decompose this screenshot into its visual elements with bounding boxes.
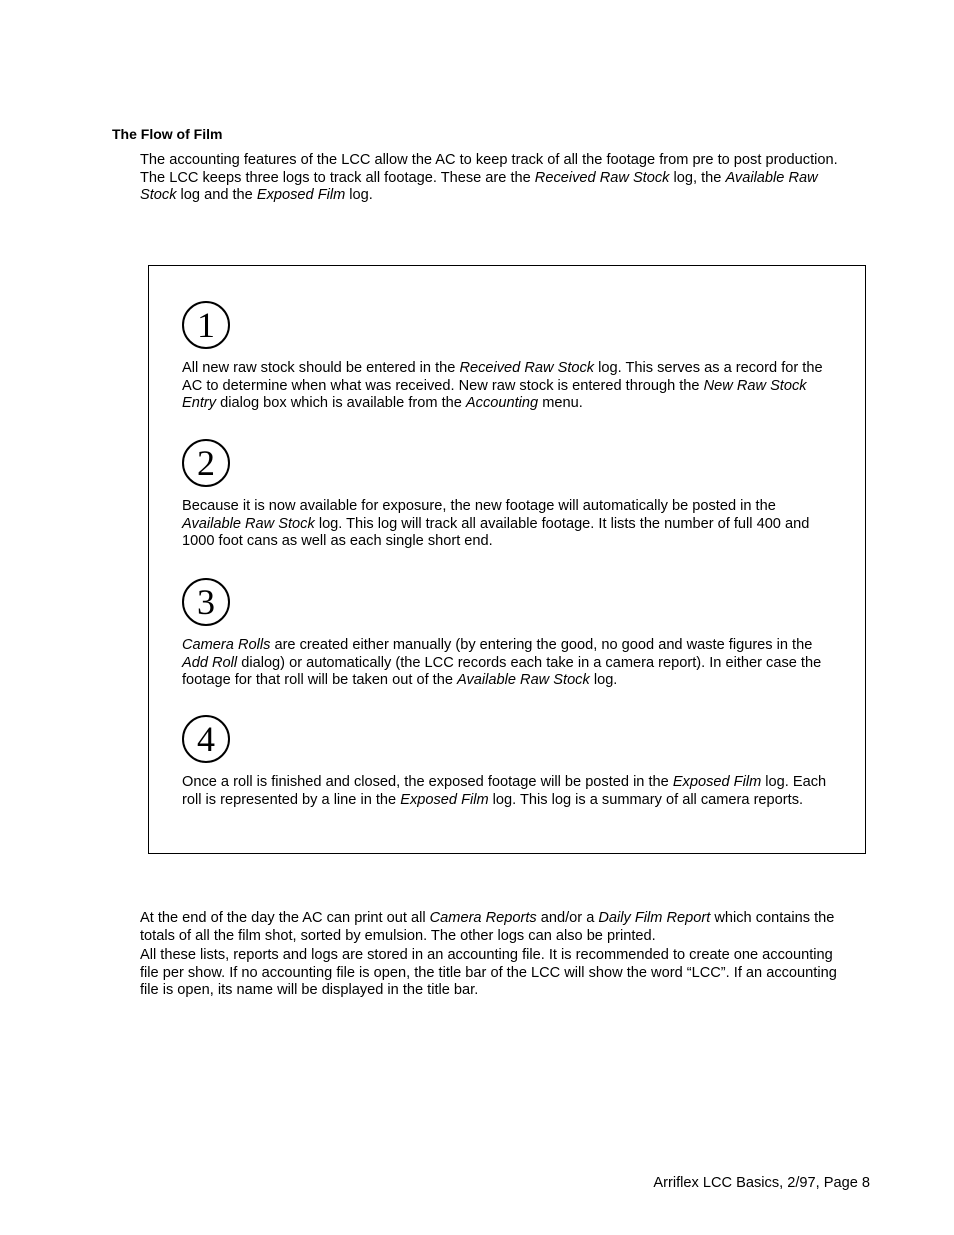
text-run: dialog box which is available from the xyxy=(216,395,466,411)
italic-term: Camera Reports xyxy=(429,910,537,926)
step-description xyxy=(182,774,832,809)
italic-term: Exposed Film xyxy=(672,774,762,790)
italic-term: Received Raw Stock xyxy=(459,360,595,376)
italic-term: Camera Rolls xyxy=(182,637,271,653)
text-run: log, the xyxy=(669,169,726,186)
text-run: log. This log is a summary of all camera reports. xyxy=(488,791,804,808)
italic-term: Accounting xyxy=(465,395,539,411)
italic-term: Available Raw Stock xyxy=(140,169,818,203)
italic-term: Received Raw Stock xyxy=(534,169,670,186)
closing-paragraph-reports xyxy=(140,910,840,945)
text-run: At the end of the day the AC can print out all xyxy=(140,910,430,926)
text-run: log. This serves as a record for the AC to determine when what was received. New raw stock is entered through the xyxy=(182,360,823,394)
text-run: log. Each roll is represented by a line in the xyxy=(182,774,827,808)
flow-step-3 xyxy=(182,578,832,690)
italic-term: Daily Film Report xyxy=(598,910,711,926)
text-run: dialog) or automatically (the LCC records each take in a camera report). In either case the footage for that roll will be taken out of the xyxy=(182,654,822,688)
text-run: and/or a xyxy=(536,910,599,926)
text-run: log and the xyxy=(176,187,257,203)
flow-steps-box xyxy=(148,265,866,854)
text-run: Once a roll is finished and closed, the exposed footage will be posted in the xyxy=(182,774,673,790)
step-number-circle: 4 xyxy=(182,715,230,763)
section-heading: The Flow of Film xyxy=(112,126,223,142)
flow-step-4 xyxy=(182,715,832,809)
flow-step-1 xyxy=(182,301,832,413)
closing-paragraph-storage xyxy=(140,947,840,1000)
flow-step-2 xyxy=(182,439,832,551)
step-description xyxy=(182,637,832,690)
text-run: are created either manually (by entering the good, no good and waste figures in the xyxy=(270,637,813,653)
text-run: log. xyxy=(345,187,373,203)
page-footer: Arriflex LCC Basics, 2/97, Page 8 xyxy=(653,1175,870,1191)
intro-paragraph xyxy=(140,152,840,205)
italic-term: Exposed Film xyxy=(400,791,489,808)
italic-term: Add Roll xyxy=(182,654,238,671)
text-run: The accounting features of the LCC allow the AC to keep track of all the footage from pre to post production. The LCC keeps three logs to track all footage. These are the xyxy=(140,152,838,186)
text-run: which contains the totals of all the film shot, sorted by emulsion. The other logs can also be printed. xyxy=(140,910,835,944)
italic-term: Available Raw Stock xyxy=(457,672,590,688)
step-number-circle: 2 xyxy=(182,439,230,487)
italic-term: Available Raw Stock xyxy=(182,515,315,532)
text-run: All these lists, reports and logs are stored in an accounting file. It is recommended to create one accounting file per show. If no accounting file is open, the title bar of the LCC will show the word “LCC”. If an accounting file is open, its name will be displayed in the title bar. xyxy=(140,947,837,998)
text-run: All new raw stock should be entered in the xyxy=(182,360,460,376)
step-description xyxy=(182,360,832,413)
italic-term: Exposed Film xyxy=(256,187,346,203)
text-run: log. xyxy=(589,672,618,688)
text-run: Because it is now available for exposure, the new footage will automatically be posted in the xyxy=(182,498,776,514)
italic-term: New Raw Stock Entry xyxy=(182,377,807,411)
step-number-circle: 3 xyxy=(182,578,230,626)
step-number-circle: 1 xyxy=(182,301,230,349)
text-run: log. This log will track all available footage. It lists the number of full 400 and 1000 foot cans as well as each single short end. xyxy=(182,515,810,549)
step-description xyxy=(182,498,832,551)
text-run: menu. xyxy=(538,395,583,411)
